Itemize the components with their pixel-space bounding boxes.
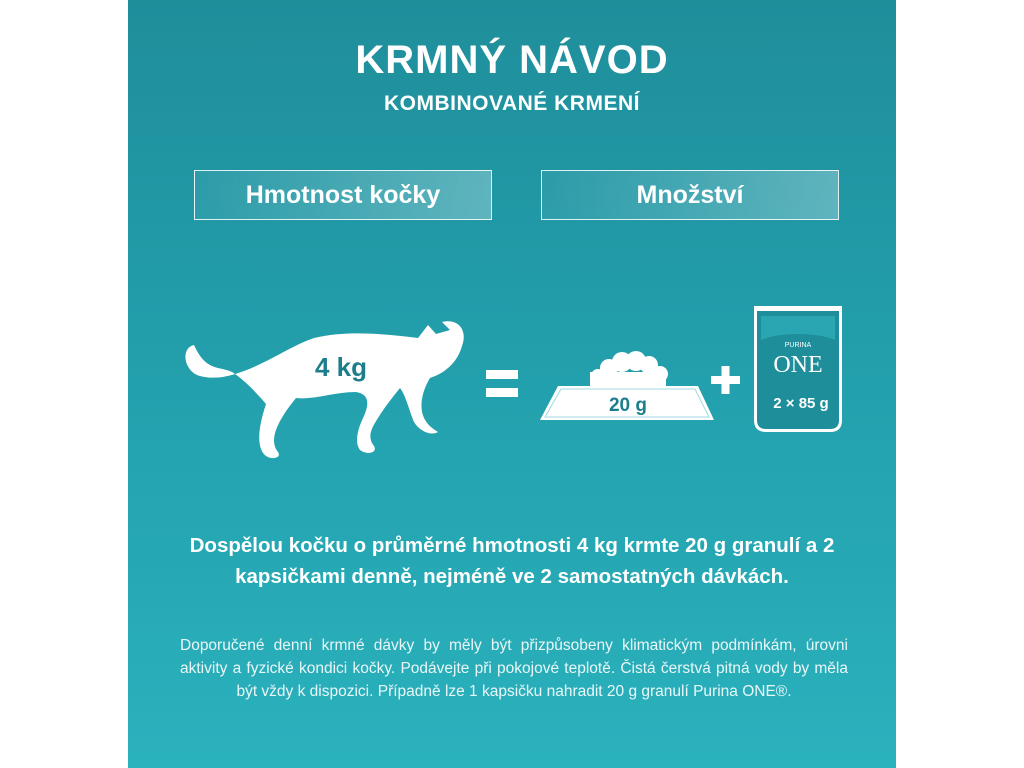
amount-header: Množství (541, 170, 839, 220)
cat-weight-header: Hmotnost kočky (194, 170, 492, 220)
page-title: KRMNÝ NÁVOD (355, 38, 669, 82)
feeding-guide-panel (128, 0, 896, 768)
feeding-instruction-text: Dospělou kočku o průměrné hmotnosti 4 kg krmte 20 g granulí a 2 kapsičkami denně, nejméně ve 2 samostatných dávkách. (189, 534, 835, 588)
feeding-illustration (128, 290, 896, 470)
equals-sign-icon (486, 370, 518, 397)
food-pouch-icon (754, 306, 842, 432)
cat-weight-label: 4 kg (314, 352, 368, 382)
page-subtitle: KOMBINOVANÉ KRMENÍ (384, 92, 640, 115)
pouch-brand-large: ONE (773, 352, 823, 378)
feeding-note-text: Doporučené denní krmné dávky by měly být přizpůsobeny klimatickým podmínkám, úrovni aktivity a fyzické kondici kočky. Podávejte při pokojové teplotě. Čistá čerstvá pitná vody by měla být vždy k dispozici. Případně lze 1 kapsičku nahradit 20 g granulí Purina ONE®. (180, 637, 848, 700)
cat-icon (185, 321, 463, 458)
bowl-amount-label: 20 g (608, 395, 648, 416)
pouch-amount-label: 2 × 85 g (773, 395, 829, 412)
pouch-brand-small: PURINA (784, 342, 812, 349)
plus-sign-icon (711, 366, 740, 394)
